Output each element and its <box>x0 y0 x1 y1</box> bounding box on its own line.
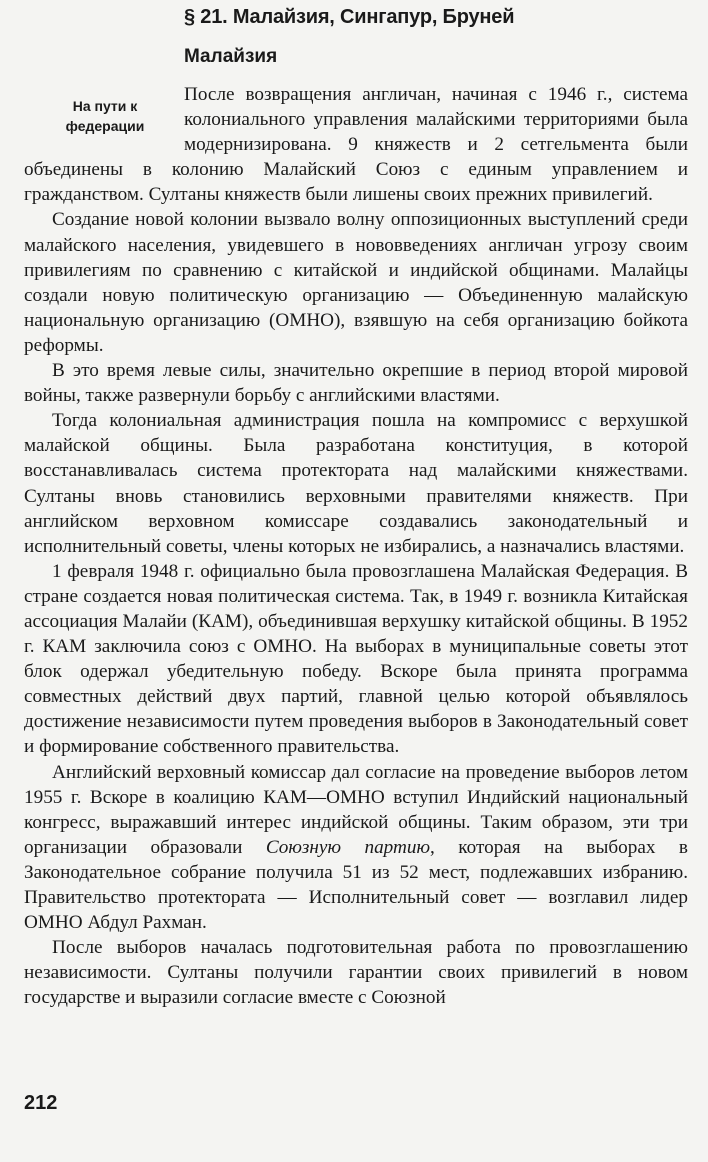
paragraph: Создание новой колонии вызвало волну оппозиционных выступлений среди малайского населения, увидевшего в нововведениях англичан угрозу своим привилегиям по сравнению с китайской и индийской общинами. Малайцы создали новую политическую организацию — Объединенную малайскую национальную организацию (ОМНО), взявшую на себя организацию бойкота реформы. <box>24 209 688 356</box>
paragraph: После выборов началась подготовительная работа по провозглашению независимости. Султаны получили гарантии своих привилегий в новом государстве и выразили согласие вместе с Союзной <box>24 937 688 1009</box>
section-heading: § 21. Малайзия, Сингапур, Бруней <box>184 6 515 28</box>
subheading: Малайзия <box>184 46 278 67</box>
paragraph: Тогда колониальная администрация пошла на компромисс с верхушкой малайской общины. Была разработана конституция, в которой восстанавливалась система протектората над малайскими княжествами. Султаны вновь становились верховными правителями княжеств. При английском верховном комиссаре создавались законодательный и исполнительный советы, члены которых не избирались, а назначались властями. <box>24 410 688 557</box>
paragraph: Английский верховный комиссар дал согласие на проведение выборов летом 1955 г. Вскоре в коалицию КАМ—ОМНО вступил Индийский национальный конгресс, выражавший интерес индийской общины. Таким образом, эти три организации образовали Союзную партию, которая на выборах в Законодательное собрание получила 51 из 52 мест, подлежавших избранию. Правительство протектората — Исполнительный совет — возглавил лидер ОМНО Абдул Рахман. <box>24 761 688 934</box>
margin-note: На пути к федерации <box>65 98 145 134</box>
paragraph: 1 февраля 1948 г. официально была провозглашена Малайская Федерация. В стране создается новая политическая система. Так, в 1949 г. возникла Китайская ассоциация Малайи (КАМ), объединившая верхушку китайской общины. В 1952 г. КАМ заключила союз с ОМНО. На выборах в муниципальные советы этот блок одержал убедительную победу. Вскоре была принята программа совместных действий двух партий, главной целью которой объявлялось достижение независимости путем проведения выборов в Законодательный совет и формирование собственного правительства. <box>24 560 688 758</box>
page-number: 212 <box>24 1092 58 1114</box>
paragraph: В это время левые силы, значительно окрепшие в период второй мировой войны, также развернули борьбу с английскими властями. <box>24 360 688 407</box>
italic-term: Союзную партию <box>265 836 430 858</box>
body-text <box>24 82 688 1010</box>
margin-spacer <box>24 82 184 156</box>
paragraph: После возвращения англичан, начиная с 1946 г., система колониального управления малайскими территориями была модернизирована. 9 княжеств и 2 сетгельмента были объединены в колонию Малайский Союз с единым управлением и гражданством. Султаны княжеств были лишены своих прежних привилегий. <box>24 84 688 206</box>
